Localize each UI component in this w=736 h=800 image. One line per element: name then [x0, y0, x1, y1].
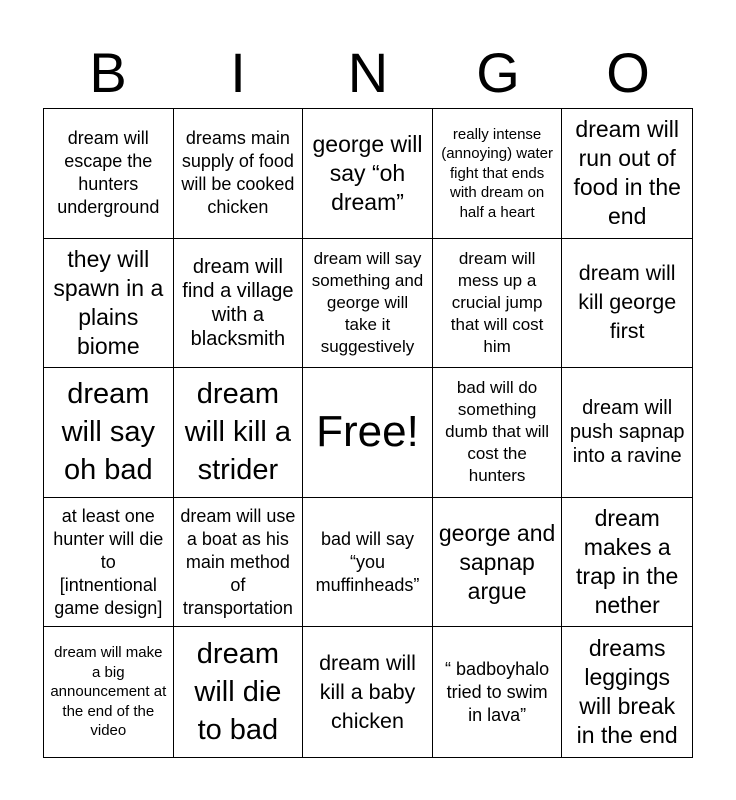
cell-text: dream will say oh bad: [61, 378, 156, 487]
bingo-cell-r3c4[interactable]: [433, 368, 563, 498]
bingo-cell-r4c4[interactable]: [433, 498, 563, 628]
header-letter-g: G: [476, 41, 520, 104]
bingo-cell-r5c4[interactable]: [433, 627, 563, 757]
bingo-cell-free[interactable]: [303, 368, 433, 498]
bingo-cell-r2c2[interactable]: [174, 239, 304, 369]
bingo-cell-r1c2[interactable]: [174, 109, 304, 239]
bingo-cell-r5c1[interactable]: [44, 627, 174, 757]
bingo-cell-r5c5[interactable]: [562, 627, 692, 757]
cell-text: bad will say “you muffinheads”: [315, 528, 420, 595]
cell-text: dream will escape the hunters underground: [57, 128, 160, 218]
bingo-cell-r3c5[interactable]: [562, 368, 692, 498]
cell-text: dream will kill a baby chicken: [319, 650, 416, 733]
cell-text: dream will use a boat as his main method of transportation: [180, 505, 296, 618]
cell-text: dream will push sapnap into a ravine: [569, 397, 685, 468]
cell-text: dream will die to bad: [194, 638, 282, 747]
bingo-cell-r4c3[interactable]: [303, 498, 433, 628]
bingo-cell-r3c1[interactable]: [44, 368, 174, 498]
header-letter-b: B: [89, 41, 127, 104]
cell-text: dream will mess up a crucial jump that will cost him: [450, 248, 544, 356]
free-space-label: Free!: [316, 407, 419, 457]
bingo-cell-r1c3[interactable]: [303, 109, 433, 239]
bingo-cell-r3c2[interactable]: [174, 368, 304, 498]
cell-text: dream will say something and george will take it suggestively: [311, 248, 424, 356]
bingo-cell-r1c5[interactable]: [562, 109, 692, 239]
cell-text: “ badboyhalo tried to swim in lava”: [445, 658, 550, 725]
cell-text: dream will make a big announcement at the end of the video: [50, 644, 167, 740]
header-letter-i: I: [230, 41, 246, 104]
bingo-cell-r2c5[interactable]: [562, 239, 692, 369]
cell-text: really intense (annoying) water fight that ends with dream on half a heart: [441, 125, 553, 221]
cell-text: george and sapnap argue: [438, 519, 556, 604]
cell-text: george will say “oh dream”: [312, 130, 423, 215]
bingo-board: [43, 108, 693, 758]
cell-text: dream makes a trap in the nether: [576, 505, 679, 619]
bingo-cell-r5c3[interactable]: [303, 627, 433, 757]
bingo-cell-r5c2[interactable]: [174, 627, 304, 757]
header-letter-o: O: [606, 41, 650, 104]
bingo-cell-r1c1[interactable]: [44, 109, 174, 239]
cell-text: dream will find a village with a blacksmith: [182, 255, 294, 350]
cell-text: dreams main supply of food will be cooked chicken: [181, 128, 295, 218]
bingo-cell-r2c3[interactable]: [303, 239, 433, 369]
bingo-cell-r1c4[interactable]: [433, 109, 563, 239]
cell-text: dream will kill george first: [578, 261, 677, 344]
cell-text: dream will kill a strider: [184, 378, 292, 487]
bingo-header: [43, 38, 693, 108]
bingo-cell-r4c2[interactable]: [174, 498, 304, 628]
header-letter-n: N: [347, 41, 389, 104]
cell-text: bad will do something dumb that will cost the hunters: [445, 378, 550, 486]
cell-text: dream will run out of food in the end: [573, 116, 681, 230]
cell-text: at least one hunter will die to [intnentional game design]: [53, 505, 164, 618]
cell-text: they will spawn in a plains biome: [53, 245, 164, 359]
cell-text: dreams leggings will break in the end: [576, 635, 678, 749]
bingo-cell-r2c4[interactable]: [433, 239, 563, 369]
bingo-cell-r2c1[interactable]: [44, 239, 174, 369]
bingo-cell-r4c1[interactable]: [44, 498, 174, 628]
bingo-cell-r4c5[interactable]: [562, 498, 692, 628]
